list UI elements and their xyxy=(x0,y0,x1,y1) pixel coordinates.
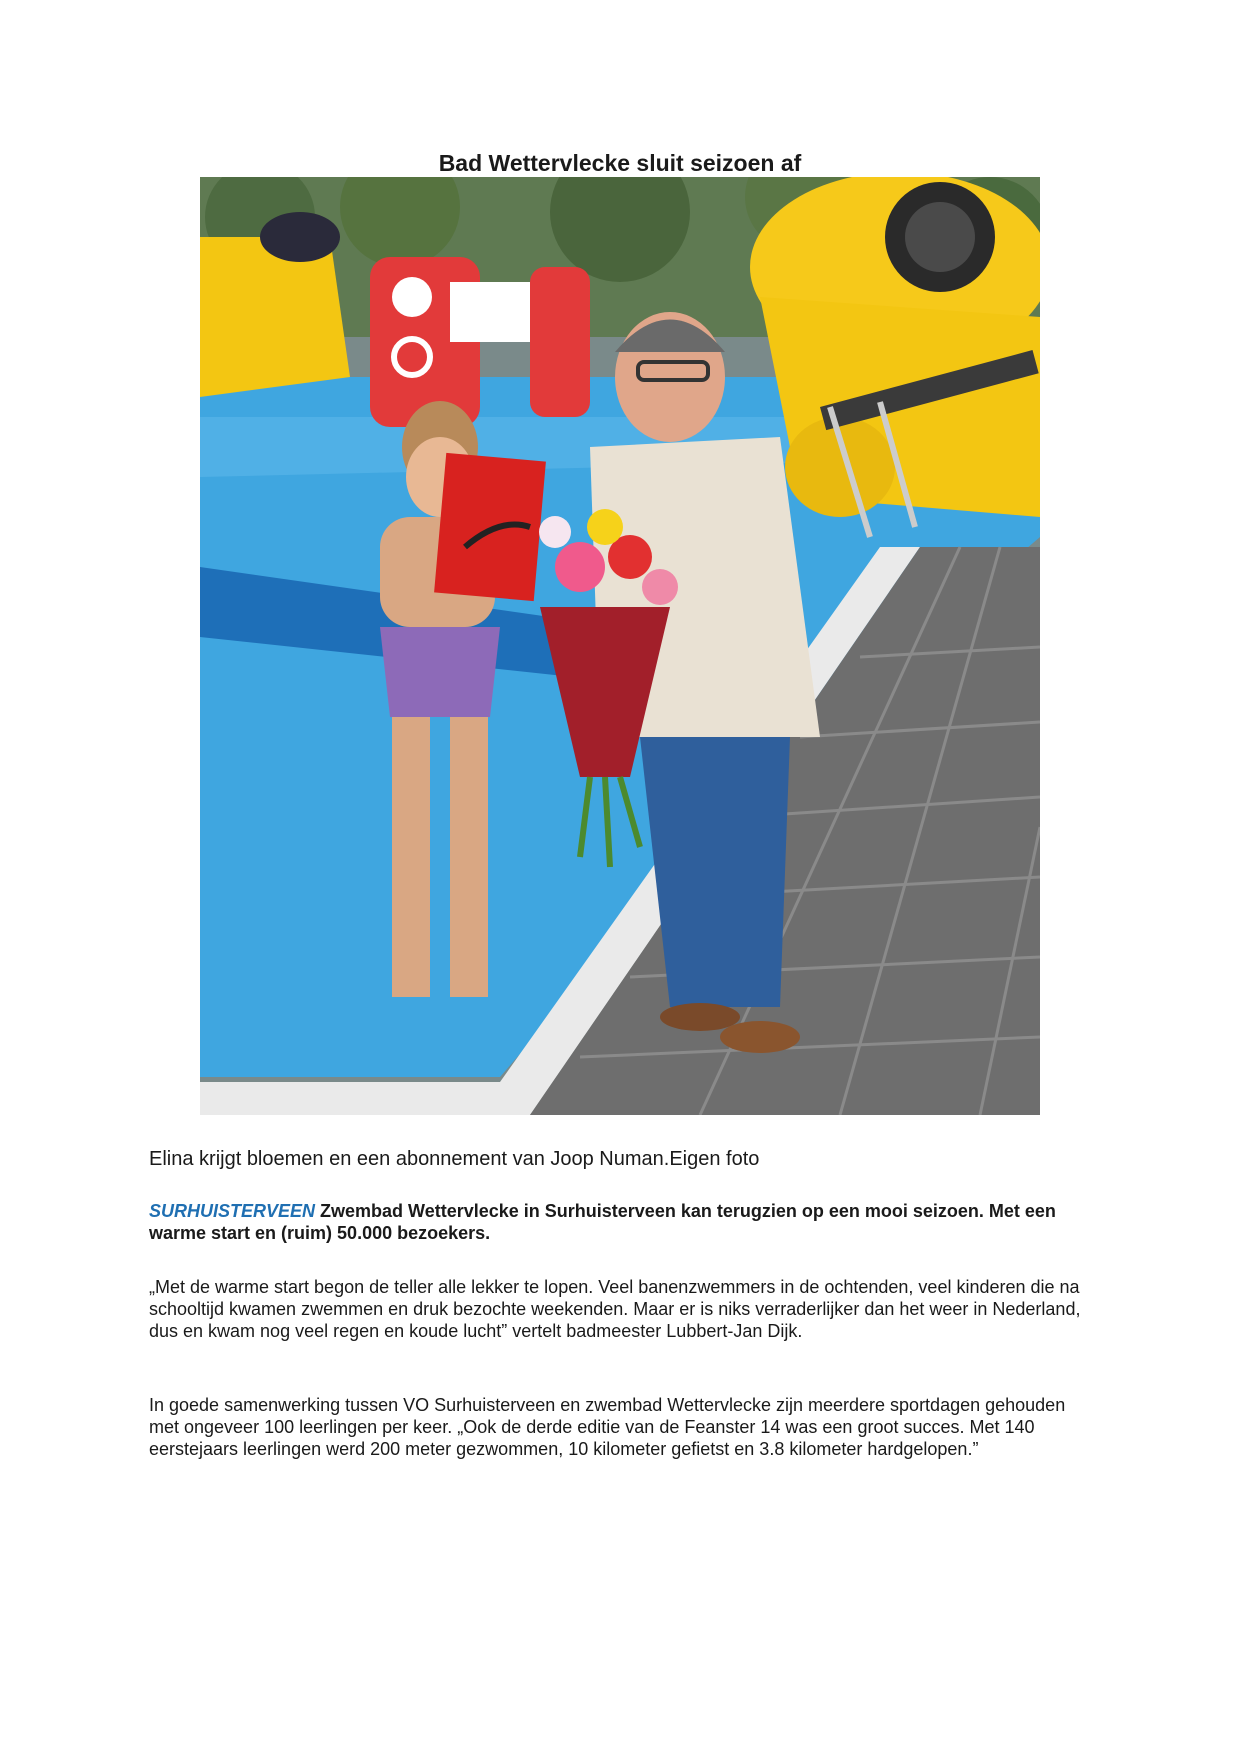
article-headline: Bad Wettervlecke sluit seizoen af xyxy=(438,150,802,176)
body-paragraph: In goede samenwerking tussen VO Surhuisterveen en zwembad Wettervlecke zijn meerdere sportdagen gehouden met ongeveer 100 leerlingen per keer. „Ook de derde editie van de Feanster 14 was een groot succes. Met 140 eerstejaars leerlingen werd 200 meter gezwommen, 10 kilometer gefietst en 3.8 kilometer hardgelopen.” xyxy=(149,1395,1066,1459)
lead-text: Zwembad Wettervlecke in Surhuisterveen kan terugzien op een mooi seizoen. Met een warme start en (ruim) 50.000 bezoekers. xyxy=(149,1201,1056,1243)
photo-illustration xyxy=(200,177,1040,1115)
body-paragraph: „Met de warme start begon de teller alle lekker te lopen. Veel banenzwemmers in de ochtenden, veel kinderen die na schooltijd kwamen zwemmen en druk bezochte weekenden. Maar er is niks verraderlijker dan het weer in Nederland, dus en kwam nog veel regen en koude lucht” vertelt badmeester Lubbert-Jan Dijk. xyxy=(149,1277,1081,1341)
photo-caption: Elina krijgt bloemen en een abonnement van Joop Numan.Eigen foto xyxy=(149,1148,760,1170)
dateline: SURHUISTERVEEN xyxy=(149,1201,316,1221)
article-photo xyxy=(200,177,1040,1115)
lead-paragraph xyxy=(149,1200,1094,1244)
